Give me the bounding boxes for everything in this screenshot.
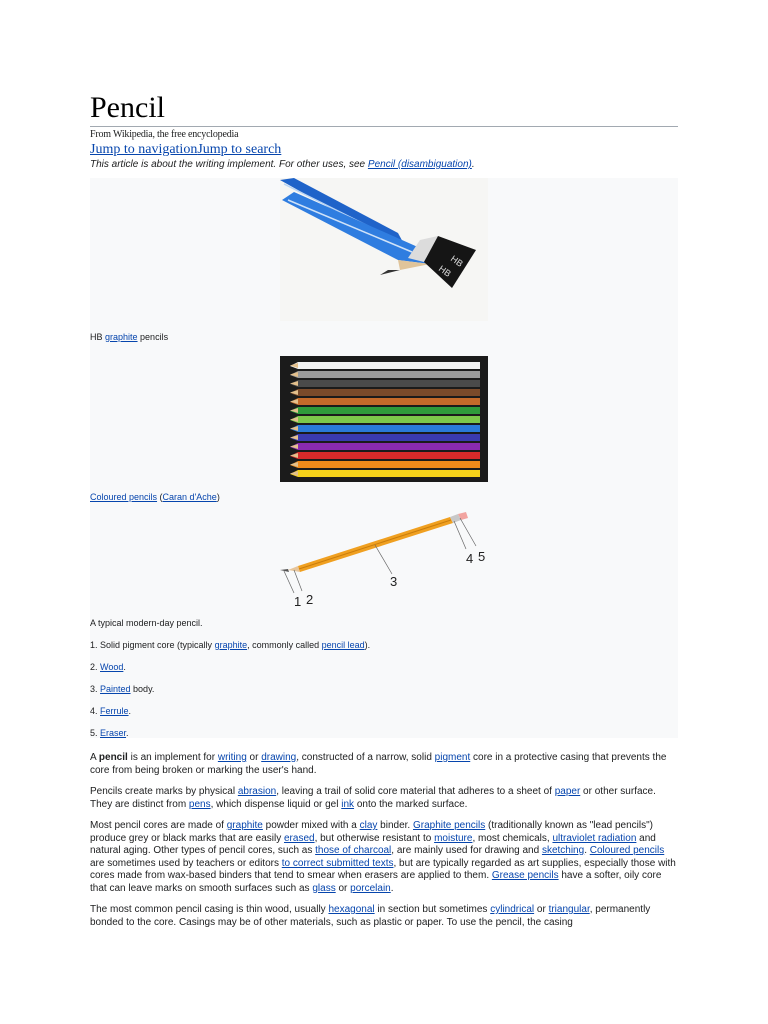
coloured-pencil <box>290 452 480 459</box>
ultraviolet-radiation-link[interactable]: ultraviolet radiation <box>552 832 637 844</box>
coloured-pencil <box>290 389 480 396</box>
jump-links <box>90 141 281 159</box>
text: or <box>335 882 351 894</box>
text: , permanently bonded to the core. Casings may be of other materials, such as plastic or paper. To use the pencil, the casing <box>90 904 651 928</box>
disambiguation-link[interactable]: Pencil (disambiguation) <box>367 159 472 170</box>
part-1 <box>90 639 370 651</box>
article-body <box>90 752 678 938</box>
part-2 <box>90 661 126 673</box>
coloured-pencil <box>290 371 480 378</box>
coloured-pencil <box>290 380 480 387</box>
erased-link[interactable]: erased <box>283 832 315 844</box>
text: core in a protective casing that prevents the core from being broken or marking the user's hand. <box>90 752 667 776</box>
site-subtitle: From Wikipedia, the free encyclopedia <box>90 129 239 140</box>
text: , which dispense liquid or gel <box>210 798 342 810</box>
diagram-label-2: 2 <box>306 592 314 607</box>
clay-link[interactable]: clay <box>359 820 378 831</box>
part-3 <box>90 683 154 695</box>
correct-texts-link[interactable]: to correct submitted texts <box>281 857 394 869</box>
text: binder. <box>377 820 413 831</box>
text: , leaving a trail of solid core material that adheres to a sheet of <box>276 786 555 797</box>
abrasion-link[interactable]: abrasion <box>237 786 277 797</box>
part-text: 5. <box>90 728 101 738</box>
charcoal-link[interactable]: those of charcoal <box>315 845 392 856</box>
hatnote-text: This article is about the writing implement. For other uses, see <box>90 159 368 170</box>
ferrule-link[interactable]: Ferrule <box>100 706 129 716</box>
coloured-pencil <box>290 470 480 477</box>
eraser-link[interactable]: Eraser <box>100 728 127 738</box>
text: or <box>534 904 549 915</box>
ink-link[interactable]: ink <box>341 798 355 810</box>
jump-to-search-link[interactable]: Jump to search <box>197 142 282 157</box>
pencil-diagram[interactable] <box>280 511 488 611</box>
paragraph-2 <box>90 786 678 811</box>
jump-to-navigation-link[interactable]: Jump to navigation <box>90 142 198 157</box>
text: is an implement for <box>127 752 218 763</box>
moisture-link[interactable]: moisture <box>434 832 473 844</box>
text: (traditionally known as "lead pencils") produce grey or black marks that are easily <box>90 820 653 844</box>
paragraph-4 <box>90 904 678 929</box>
title-divider <box>90 126 678 127</box>
pigment-link[interactable]: pigment <box>434 752 471 763</box>
page-title: Pencil <box>90 91 165 124</box>
text: have a softer, oily core that can leave marks on smooth surfaces such as <box>90 870 662 894</box>
drawing-link[interactable]: drawing <box>261 752 297 763</box>
hexagonal-link[interactable]: hexagonal <box>328 904 375 915</box>
part-4 <box>90 705 131 717</box>
text: . <box>584 845 590 856</box>
part-text: . <box>128 706 132 716</box>
text: The most common pencil casing is thin wood, usually <box>90 904 329 915</box>
text: . <box>390 882 394 894</box>
text: A <box>90 752 99 763</box>
coloured-pencils-link[interactable]: Coloured pencils <box>90 492 158 502</box>
coloured-pencil <box>290 416 480 423</box>
wood-link[interactable]: Wood <box>100 662 124 672</box>
paper-link[interactable]: paper <box>554 786 581 797</box>
part-text: . <box>126 728 129 738</box>
glass-link[interactable]: glass <box>312 882 336 894</box>
graphite-link[interactable]: graphite <box>214 640 248 650</box>
infobox <box>90 178 678 738</box>
part-text: ). <box>364 640 371 650</box>
graphite-link[interactable]: graphite <box>105 332 138 342</box>
text: onto the marked surface. <box>354 798 468 810</box>
pencil-lead-link[interactable]: pencil lead <box>321 640 365 650</box>
part-text: 2. <box>90 662 101 672</box>
coloured-pencil <box>290 362 480 369</box>
caran-dache-link[interactable]: Caran d'Ache <box>162 492 217 502</box>
coloured-pencils-image[interactable] <box>280 356 488 482</box>
hatnote <box>90 158 475 172</box>
pens-link[interactable]: pens <box>188 798 211 810</box>
diagram-label-4: 4 <box>466 551 474 566</box>
text: are sometimes used by teachers or editors <box>90 857 282 869</box>
paragraph-1 <box>90 752 678 777</box>
paragraph-3 <box>90 820 678 895</box>
svg-text:HB: HB <box>436 263 453 279</box>
part-text: 3. <box>90 684 101 694</box>
hb-pencils-image[interactable] <box>280 178 488 321</box>
hatnote-end: . <box>471 159 475 170</box>
text: , are mainly used for drawing and <box>391 845 542 856</box>
triangular-link[interactable]: triangular <box>548 904 590 915</box>
text: , constructed of a narrow, solid <box>296 752 435 763</box>
coloured-pencil <box>290 443 480 450</box>
text: , but are typically regarded as art supplies, especially those with cores made from wax-based binders that tend to smear when erasers are applied to them. <box>90 857 676 881</box>
part-text: 1. Solid pigment core (typically <box>90 640 215 650</box>
text: or other surface. They are distinct from <box>90 786 656 810</box>
part-text: , commonly called <box>247 640 322 650</box>
coloured-pencil <box>290 434 480 441</box>
coloured-pencil <box>290 398 480 405</box>
caption-text: pencils <box>137 332 169 342</box>
part-text: 4. <box>90 706 101 716</box>
diagram-label-3: 3 <box>390 574 398 589</box>
text: , most chemicals, <box>472 832 553 844</box>
text: or <box>246 752 262 763</box>
text: powder mixed with a <box>262 820 360 831</box>
sketching-link[interactable]: sketching <box>541 845 585 856</box>
caption-text: HB <box>90 332 106 342</box>
text: Most pencil cores are made of <box>90 820 227 831</box>
hb-caption <box>90 331 168 343</box>
painted-link[interactable]: Painted <box>100 684 131 694</box>
coloured-pencil <box>290 425 480 432</box>
text: in section but sometimes <box>374 904 491 915</box>
text: Pencils create marks by physical <box>90 786 238 797</box>
diagram-label-1: 1 <box>294 594 302 609</box>
coloured-caption <box>90 491 220 503</box>
coloured-pencils-link[interactable]: Coloured pencils <box>589 845 665 856</box>
text: and natural aging. Other types of pencil cores, such as <box>90 832 656 856</box>
term-bold: pencil <box>98 752 128 763</box>
caption-text: ( <box>157 492 163 502</box>
svg-text:HB: HB <box>448 253 465 269</box>
part-5 <box>90 727 129 739</box>
grease-pencils-link[interactable]: Grease pencils <box>491 870 559 881</box>
writing-link[interactable]: writing <box>217 752 247 763</box>
text: , but otherwise resistant to <box>314 832 435 844</box>
typical-caption: A typical modern-day pencil. <box>90 618 203 628</box>
coloured-pencil <box>290 461 480 468</box>
cylindrical-link[interactable]: cylindrical <box>490 904 535 915</box>
part-text: body. <box>130 684 155 694</box>
caption-text: ) <box>216 492 220 502</box>
graphite-pencils-link[interactable]: Graphite pencils <box>412 820 486 831</box>
coloured-pencil <box>290 407 480 414</box>
graphite-link[interactable]: graphite <box>226 820 263 831</box>
part-text: . <box>123 662 126 672</box>
porcelain-link[interactable]: porcelain <box>350 882 391 894</box>
diagram-label-5: 5 <box>478 549 486 564</box>
